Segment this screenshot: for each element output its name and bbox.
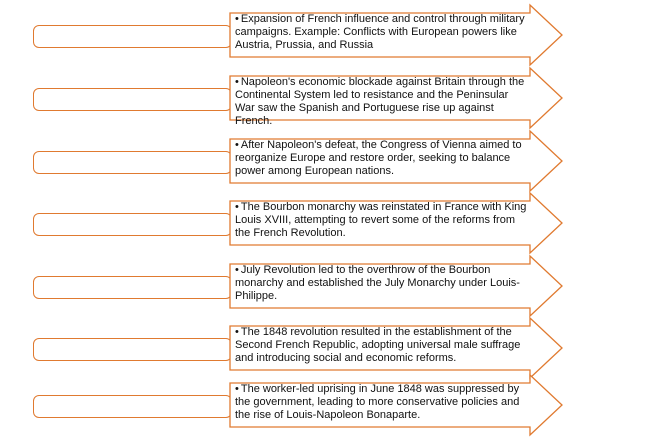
timeline-row	[0, 131, 668, 187]
timeline-row	[0, 375, 668, 431]
event-description	[235, 264, 530, 303]
event-text: Napoleon's economic blockade against Britain through the Continental System led to resistance and the Peninsular War saw the Spanish and Portuguese rise up against French.	[235, 76, 525, 127]
timeline-row	[0, 68, 668, 127]
bullet-marker: •	[235, 326, 239, 338]
empty-label-box	[33, 395, 232, 418]
empty-label-box	[33, 276, 232, 299]
event-text: July Revolution led to the overthrow of the Bourbon monarchy and established the July Monarchy under Louis-Philippe.	[235, 264, 520, 302]
bullet-marker: •	[235, 201, 239, 213]
event-text: The worker-led uprising in June 1848 was suppressed by the government, leading to more conservative policies and the rise of Louis-Napoleon Bonaparte.	[235, 383, 520, 421]
event-description	[235, 383, 530, 422]
event-description	[235, 76, 530, 128]
bullet-marker: •	[235, 76, 239, 88]
bullet-marker: •	[235, 383, 239, 395]
empty-label-box	[33, 213, 232, 236]
event-description	[235, 326, 530, 365]
timeline-row	[0, 318, 668, 374]
timeline-row	[0, 193, 668, 249]
event-description	[235, 139, 530, 178]
bullet-marker: •	[235, 13, 239, 25]
empty-label-box	[33, 88, 232, 111]
empty-label-box	[33, 338, 232, 361]
empty-label-box	[33, 25, 232, 48]
empty-label-box	[33, 151, 232, 174]
timeline-row	[0, 5, 668, 61]
event-description	[235, 201, 530, 240]
timeline-row	[0, 256, 668, 312]
event-text: After Napoleon's defeat, the Congress of Vienna aimed to reorganize Europe and restore order, seeking to balance power among European nations.	[235, 139, 522, 177]
bullet-marker: •	[235, 264, 239, 276]
event-text: The Bourbon monarchy was reinstated in France with King Louis XVIII, attempting to revert some of the reforms from the French Revolution.	[235, 201, 527, 239]
event-description	[235, 13, 530, 52]
event-text: Expansion of French influence and control through military campaigns. Example: Conflicts with European powers like Austria, Prussia, and Russia	[235, 13, 525, 51]
bullet-marker: •	[235, 139, 239, 151]
event-text: The 1848 revolution resulted in the establishment of the Second French Republic, adopting universal male suffrage and introducing social and economic reforms.	[235, 326, 521, 364]
